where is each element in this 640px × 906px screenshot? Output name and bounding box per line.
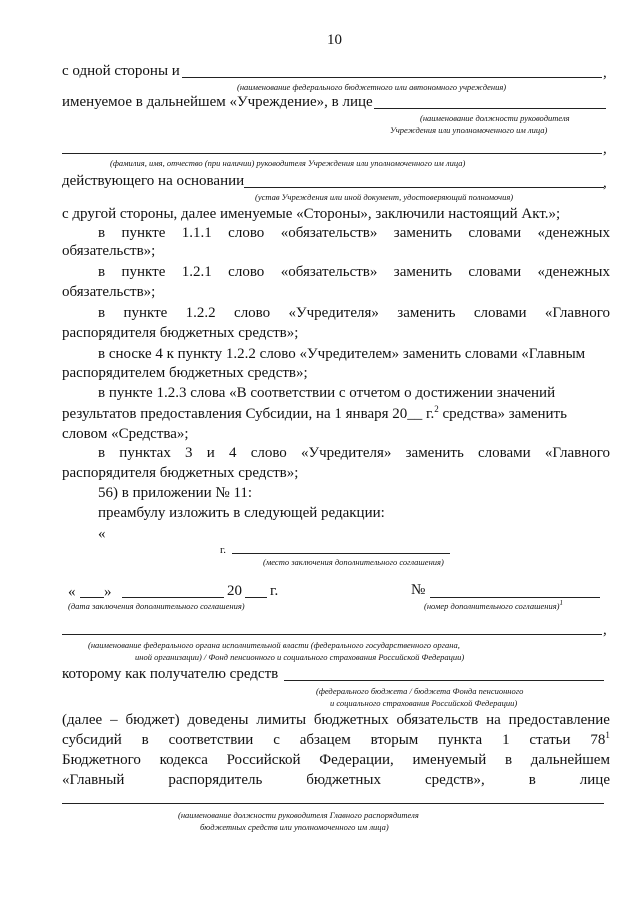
trailing-comma: ,	[603, 622, 607, 638]
word: 1.2.1	[181, 264, 212, 280]
word: предоставление	[508, 712, 610, 728]
word: словами	[468, 264, 522, 280]
word: словами	[478, 445, 531, 461]
word: пункте	[123, 305, 168, 321]
word: пункте	[121, 264, 166, 280]
word: «денежных	[537, 225, 610, 241]
body-line-4	[62, 771, 610, 789]
word: и	[206, 445, 215, 461]
word: на	[486, 712, 501, 728]
org-note-2: иной организации) / Фонд пенсионного и социального страхования Российской Федерации)	[135, 652, 465, 662]
word: бюджетных	[313, 712, 389, 728]
footnote-mark: 1	[605, 730, 610, 740]
word: субсидий	[62, 732, 122, 748]
word: «обязательств»	[280, 225, 378, 241]
word: Бюджетного	[62, 752, 141, 768]
word: в	[141, 732, 149, 748]
amendment-1-line-1	[98, 224, 610, 242]
number-note	[424, 601, 563, 611]
word: в	[528, 772, 536, 788]
place-prefix: г.	[220, 544, 227, 556]
word: средств»,	[424, 772, 485, 788]
word: Российской	[226, 752, 301, 768]
word: распорядитель	[168, 772, 263, 788]
head-name-blank	[62, 153, 602, 154]
org-blank	[62, 634, 602, 635]
word: заменить	[397, 305, 456, 321]
word: пункта	[438, 732, 483, 748]
word: пунктах	[119, 445, 171, 461]
other-side-text: с другой стороны, далее именуемые «Стороны», заключили настоящий Акт.»;	[62, 206, 561, 222]
footnote-mark: 1	[559, 599, 564, 608]
side-one-prefix: с одной стороны и	[62, 63, 180, 79]
word: словами	[468, 225, 522, 241]
word: заменить	[393, 225, 452, 241]
date-open-quote: «	[68, 584, 76, 600]
word: в	[504, 752, 513, 768]
quote-open: «	[98, 526, 106, 542]
amendment-3-line-2: распорядителя бюджетных средств»;	[62, 325, 299, 341]
word: 1	[502, 732, 510, 748]
word: кодекса	[159, 752, 208, 768]
word: «Главного	[544, 305, 610, 321]
amendment-1-line-2: обязательств»;	[62, 243, 156, 259]
word: доведены	[187, 712, 249, 728]
word: с	[273, 732, 280, 748]
side-one-note: (наименование федерального бюджетного или автономного учреждения)	[237, 82, 507, 92]
amendment-5-line-1: в пункте 1.2.3 слова «В соответствии с отчетом о достижении значений	[98, 385, 556, 401]
amendment-5-line-2	[62, 405, 567, 423]
word: соответствии	[168, 732, 254, 748]
trailing-comma: ,	[603, 141, 607, 157]
word: заменить	[393, 264, 452, 280]
word: бюджетных	[306, 772, 381, 788]
recipient-prefix: которому как получателю средств	[62, 666, 279, 682]
word: в	[98, 305, 106, 321]
acting-prefix: действующего на основании	[62, 173, 245, 189]
manager-note-1: (наименование должности руководителя Главного распорядителя	[178, 810, 419, 820]
word: 78	[590, 732, 606, 748]
amendment-5-text-a: результатов предоставления Субсидии, на 1 января 20__ г.	[62, 406, 435, 422]
number-note-text: (номер дополнительного соглашения)	[424, 601, 560, 611]
word: статьи	[529, 732, 571, 748]
number-blank	[430, 597, 600, 598]
acting-blank	[244, 187, 604, 188]
word: в	[98, 445, 106, 461]
amendment-3-line-1	[98, 304, 610, 322]
body-line-2	[62, 731, 610, 749]
word: «Главный	[62, 772, 125, 788]
place-note: (место заключения дополнительного соглашения)	[263, 557, 444, 567]
month-blank	[122, 597, 224, 598]
recipient-blank	[284, 680, 604, 681]
amendment-4-line-2: распорядителем бюджетных средств»;	[62, 365, 308, 381]
manager-note-2: бюджетных средств или уполномоченного им лица)	[200, 822, 389, 832]
word: вторым	[370, 732, 419, 748]
word: лимиты	[256, 712, 307, 728]
word: словами	[473, 305, 527, 321]
manager-blank	[62, 803, 604, 804]
word: лице	[579, 772, 610, 788]
amendment-2-line-1	[98, 263, 610, 281]
number-sign: №	[411, 582, 426, 598]
head-name-note: (фамилия, имя, отчество (при наличии) руководителя Учреждения или уполномоченного им лица)	[110, 158, 466, 168]
word: дальнейшем	[530, 752, 610, 768]
item-56: 56) в приложении № 11:	[98, 485, 253, 501]
head-position-note-2: Учреждения или уполномоченного им лица)	[390, 125, 548, 135]
word: слово	[250, 445, 287, 461]
word: «обязательств»	[280, 264, 378, 280]
body-line-1	[62, 711, 610, 729]
org-note-1: (наименование федерального органа исполнительной власти (федерального государственного органа,	[88, 640, 460, 650]
date-note: (дата заключения дополнительного соглашения)	[68, 601, 245, 611]
word: слово	[228, 264, 265, 280]
word: 1.2.2	[185, 305, 216, 321]
word: (далее	[62, 712, 103, 728]
word: «Главного	[544, 445, 610, 461]
footnote-mark: 2	[434, 404, 439, 414]
budget-note-1: (федерального бюджета / бюджета Фонда пенсионного	[316, 686, 524, 696]
word: 3	[185, 445, 193, 461]
head-position-blank	[374, 108, 606, 109]
body-line-3	[62, 751, 610, 769]
word: слово	[234, 305, 271, 321]
word: «Учредителя»	[301, 445, 392, 461]
place-blank	[232, 553, 450, 554]
year-suffix: г.	[270, 583, 279, 599]
word: 1.1.1	[181, 225, 212, 241]
word: «денежных	[537, 264, 610, 280]
trailing-comma: ,	[603, 175, 607, 191]
word: в	[98, 264, 106, 280]
amendment-5-line-3: словом «Средства»;	[62, 426, 189, 442]
acting-note: (устав Учреждения или иной документ, удостоверяющий полномочия)	[255, 192, 514, 202]
head-position-note-1: (наименование должности руководителя	[420, 113, 570, 123]
preamble-instruction: преамбулу изложить в следующей редакции:	[98, 505, 385, 521]
word: слово	[228, 225, 265, 241]
amendment-2-line-2: обязательств»;	[62, 284, 156, 300]
trailing-comma: ,	[603, 65, 607, 81]
named-prefix: именуемое в дальнейшем «Учреждение», в лице	[62, 94, 373, 110]
word: –	[110, 712, 118, 728]
word: 4	[228, 445, 237, 461]
date-close-quote: »	[104, 584, 112, 600]
page-number: 10	[327, 32, 342, 48]
word: пункте	[121, 225, 166, 241]
word: в	[98, 225, 106, 241]
word: бюджет)	[125, 712, 180, 728]
amendment-6-line-1	[98, 444, 610, 462]
amendment-5-text-b: средства» заменить	[438, 406, 567, 422]
word-with-footnote	[590, 731, 610, 749]
side-one-blank	[182, 77, 602, 78]
day-blank	[80, 597, 104, 598]
year-blank	[245, 597, 267, 598]
word: обязательств	[396, 712, 479, 728]
year-prefix: 20	[227, 583, 242, 599]
word: абзацем	[299, 732, 351, 748]
word: Федерации,	[319, 752, 394, 768]
word: заменить	[405, 445, 464, 461]
word: «Учредителя»	[288, 305, 379, 321]
budget-note-2: и социального страхования Российской Федерации)	[330, 698, 518, 708]
amendment-6-line-2: распорядителя бюджетных средств»;	[62, 465, 299, 481]
amendment-4-line-1: в сноске 4 к пункту 1.2.2 слово «Учредителем» заменить словами «Главным	[98, 346, 586, 362]
word: именуемый	[412, 752, 487, 768]
